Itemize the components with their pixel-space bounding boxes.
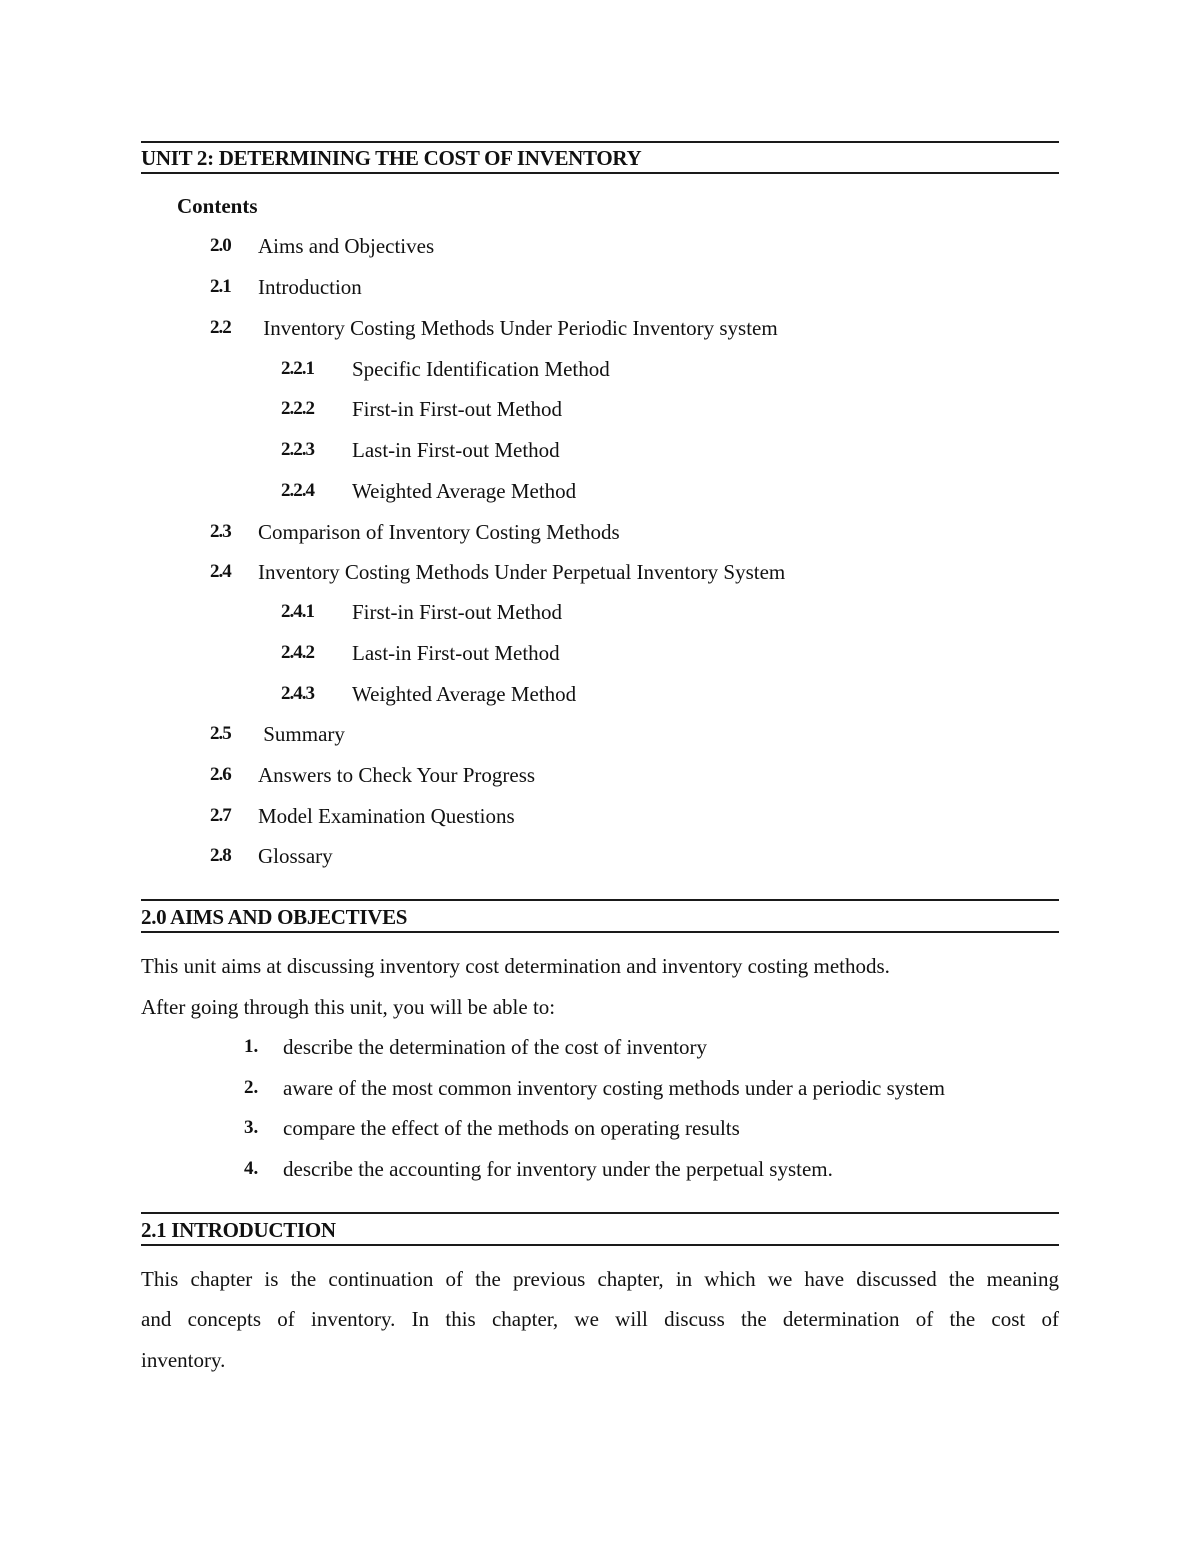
toc-number: 2.1 [210, 276, 231, 297]
aims-rule-bottom [141, 931, 1059, 933]
list-text: describe the determination of the cost of inventory [283, 1035, 707, 1059]
toc-number: 2.4.2 [281, 642, 314, 663]
toc-title: Summary [258, 722, 345, 746]
toc-number: 2.2.2 [281, 398, 314, 419]
list-number: 2. [244, 1077, 259, 1098]
list-number: 4. [244, 1158, 259, 1179]
toc-title: Comparison of Inventory Costing Methods [258, 520, 620, 544]
toc-title: Glossary [258, 844, 333, 868]
title-rule-bottom [141, 172, 1059, 174]
toc-number: 2.2.4 [281, 480, 314, 501]
aims-lead: After going through this unit, you will be able to: [141, 995, 556, 1019]
toc-number: 2.2 [210, 317, 231, 338]
contents-label: Contents [177, 194, 258, 218]
unit-title: UNIT 2: DETERMINING THE COST OF INVENTORY [141, 146, 642, 170]
list-number: 3. [244, 1117, 259, 1138]
list-text: describe the accounting for inventory under the perpetual system. [283, 1157, 833, 1181]
toc-number: 2.0 [210, 235, 231, 256]
toc-title: Last-in First-out Method [352, 641, 560, 665]
title-rule-top [141, 141, 1059, 143]
toc-number: 2.8 [210, 845, 231, 866]
aims-heading: 2.0 AIMS AND OBJECTIVES [141, 905, 408, 929]
toc-title: Inventory Costing Methods Under Perpetual Inventory System [258, 560, 786, 584]
toc-number: 2.5 [210, 723, 231, 744]
intro-paragraph-line: and concepts of inventory. In this chapter, we will discuss the determination of the cost of [141, 1307, 1059, 1331]
toc-title: Weighted Average Method [352, 682, 577, 706]
toc-title: Specific Identification Method [352, 357, 610, 381]
toc-number: 2.4.3 [281, 683, 314, 704]
toc-title: Introduction [258, 275, 362, 299]
intro-rule-bottom [141, 1244, 1059, 1246]
aims-intro: This unit aims at discussing inventory cost determination and inventory costing methods. [141, 954, 890, 978]
toc-title: Weighted Average Method [352, 479, 577, 503]
aims-rule-top [141, 899, 1059, 901]
toc-number: 2.7 [210, 805, 231, 826]
toc-title: Inventory Costing Methods Under Periodic Inventory system [258, 316, 778, 340]
intro-heading: 2.1 INTRODUCTION [141, 1218, 336, 1242]
toc-number: 2.3 [210, 521, 231, 542]
intro-paragraph-line: inventory. [141, 1348, 226, 1372]
toc-number: 2.2.3 [281, 439, 314, 460]
list-text: aware of the most common inventory costing methods under a periodic system [283, 1076, 945, 1100]
toc-number: 2.4 [210, 561, 231, 582]
toc-title: Model Examination Questions [258, 804, 515, 828]
toc-title: First-in First-out Method [352, 397, 563, 421]
toc-title: Aims and Objectives [258, 234, 435, 258]
list-text: compare the effect of the methods on operating results [283, 1116, 740, 1140]
toc-number: 2.2.1 [281, 358, 314, 379]
intro-paragraph-line: This chapter is the continuation of the previous chapter, in which we have discussed the meaning [141, 1267, 1059, 1291]
intro-rule-top [141, 1212, 1059, 1214]
toc-title: Last-in First-out Method [352, 438, 560, 462]
list-number: 1. [244, 1036, 259, 1057]
toc-number: 2.4.1 [281, 601, 314, 622]
toc-title: First-in First-out Method [352, 600, 563, 624]
toc-title: Answers to Check Your Progress [258, 763, 536, 787]
toc-number: 2.6 [210, 764, 231, 785]
